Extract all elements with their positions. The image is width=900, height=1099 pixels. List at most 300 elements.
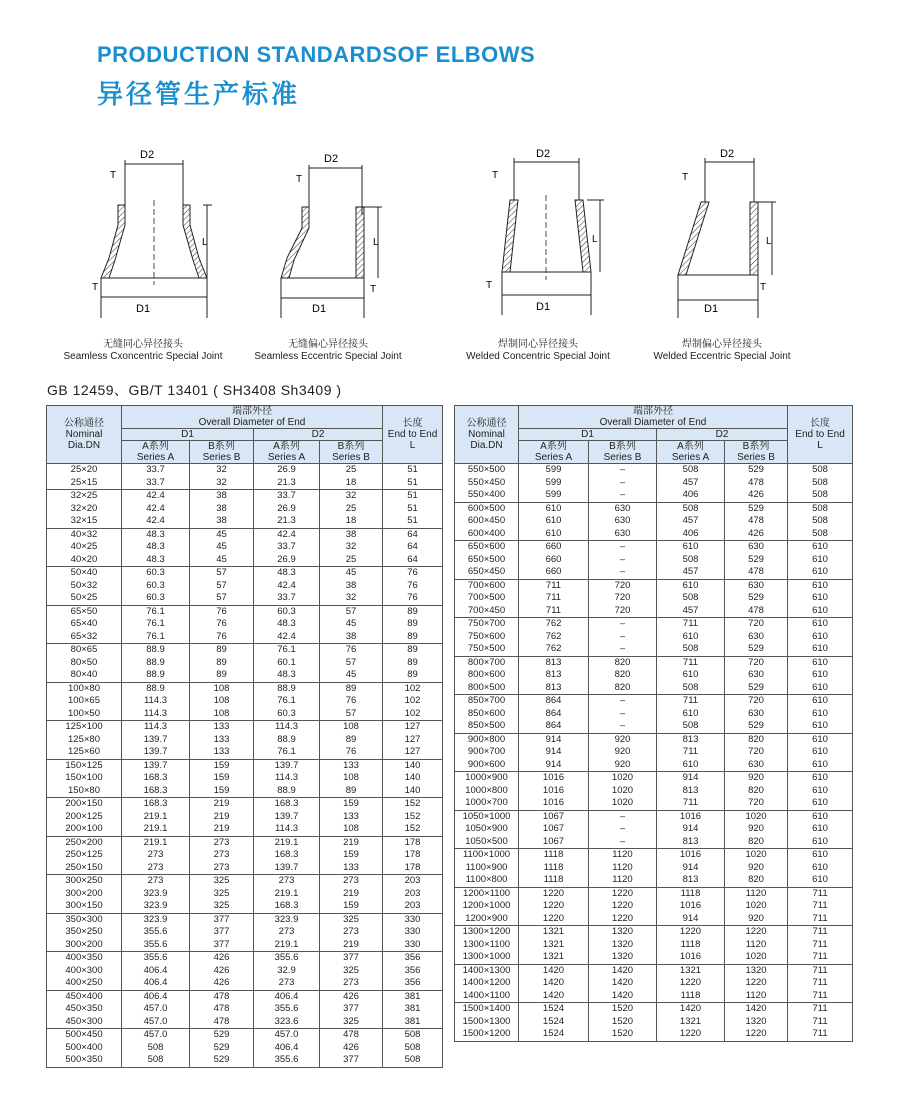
table-cell: 864 xyxy=(519,708,589,721)
table-row xyxy=(455,554,853,567)
table-row xyxy=(455,785,853,798)
table-cell: 65×50 xyxy=(47,605,122,618)
table-cell: 88.9 xyxy=(254,734,320,747)
table-cell: 152 xyxy=(383,823,443,836)
table-cell: 1220 xyxy=(519,913,589,926)
table-cell: 1220 xyxy=(589,913,657,926)
table-row xyxy=(455,515,853,528)
table-cell: 168.3 xyxy=(122,785,190,798)
table-cell: 51 xyxy=(383,490,443,503)
table-cell: 140 xyxy=(383,759,443,772)
table-cell: 88.9 xyxy=(122,657,190,670)
table-cell: 1524 xyxy=(519,1003,589,1016)
table-cell: 610 xyxy=(519,515,589,528)
table-cell: 114.3 xyxy=(122,708,190,721)
table-cell: 426 xyxy=(190,977,254,990)
table-cell: 219.1 xyxy=(254,836,320,849)
table-row xyxy=(47,695,443,708)
table-cell: 323.9 xyxy=(254,913,320,926)
table-row xyxy=(47,913,443,926)
table-cell: 457 xyxy=(657,515,725,528)
table-cell: 133 xyxy=(190,746,254,759)
table-cell: 88.9 xyxy=(254,785,320,798)
table-cell: 720 xyxy=(725,618,788,631)
table-cell: 38 xyxy=(190,490,254,503)
table-cell: 273 xyxy=(254,977,320,990)
table-cell: 330 xyxy=(383,939,443,952)
table-cell: 508 xyxy=(788,489,853,502)
table-cell: 711 xyxy=(657,618,725,631)
table-cell: 820 xyxy=(589,669,657,682)
table-row xyxy=(455,874,853,887)
table-cell: 457.0 xyxy=(122,1003,190,1016)
table-cell: 76 xyxy=(383,580,443,593)
table-row xyxy=(455,939,853,952)
table-cell: 800×700 xyxy=(455,656,519,669)
table-cell: 1520 xyxy=(589,1028,657,1041)
table-cell: 152 xyxy=(383,798,443,811)
table-cell: 76 xyxy=(190,631,254,644)
table-cell: 114.3 xyxy=(254,721,320,734)
table-cell: 529 xyxy=(725,464,788,477)
table-cell: 850×500 xyxy=(455,720,519,733)
table-cell: 140 xyxy=(383,772,443,785)
table-cell: 610 xyxy=(788,823,853,836)
table-cell: 508 xyxy=(788,528,853,541)
table-cell: 920 xyxy=(589,759,657,772)
table-cell: 720 xyxy=(725,797,788,810)
table-cell: 610 xyxy=(788,836,853,849)
table-cell: 711 xyxy=(788,977,853,990)
table-row xyxy=(47,939,443,952)
table-cell: 711 xyxy=(788,939,853,952)
table-cell: 139.7 xyxy=(122,746,190,759)
table-cell: 529 xyxy=(725,502,788,515)
table-cell: 377 xyxy=(320,952,383,965)
table-cell: 610 xyxy=(788,566,853,579)
table-row xyxy=(47,682,443,695)
table-cell: 610 xyxy=(788,785,853,798)
svg-text:L: L xyxy=(592,234,598,245)
table-cell: 203 xyxy=(383,875,443,888)
svg-text:T: T xyxy=(486,280,493,291)
table-row xyxy=(455,1016,853,1029)
table-cell: 820 xyxy=(725,733,788,746)
table-cell: 1016 xyxy=(657,849,725,862)
table-cell: 50×40 xyxy=(47,567,122,580)
table-cell: 1120 xyxy=(589,874,657,887)
table-cell: – xyxy=(589,643,657,656)
table-row xyxy=(47,836,443,849)
table-cell: – xyxy=(589,823,657,836)
table-cell: 426 xyxy=(725,528,788,541)
table-cell: 60.3 xyxy=(122,592,190,605)
table-cell: 1120 xyxy=(725,887,788,900)
table-cell: 273 xyxy=(190,862,254,875)
table-cell: 508 xyxy=(383,1042,443,1055)
table-cell: – xyxy=(589,810,657,823)
left-spec-table xyxy=(46,405,443,1068)
welded-concentric-diagram xyxy=(484,140,614,325)
table-cell: 750×700 xyxy=(455,618,519,631)
table-row xyxy=(47,798,443,811)
table-cell: 381 xyxy=(383,1016,443,1029)
table-cell: 18 xyxy=(320,515,383,528)
l-label: L xyxy=(202,237,208,248)
table-cell: 57 xyxy=(320,657,383,670)
table-cell: 355.6 xyxy=(254,952,320,965)
table-row xyxy=(455,862,853,875)
table-cell: 1500×1400 xyxy=(455,1003,519,1016)
table-row xyxy=(47,1003,443,1016)
table-cell: 133 xyxy=(320,811,383,824)
table-cell: 914 xyxy=(657,862,725,875)
table-cell: 200×125 xyxy=(47,811,122,824)
table-row xyxy=(47,528,443,541)
table-cell: 500×350 xyxy=(47,1054,122,1067)
table-row xyxy=(47,477,443,490)
table-cell: 273 xyxy=(122,849,190,862)
table-row xyxy=(455,759,853,772)
table-cell: 26.9 xyxy=(254,464,320,477)
seamless-concentric-diagram xyxy=(88,140,218,325)
table-row xyxy=(455,708,853,721)
table-cell: 920 xyxy=(725,862,788,875)
table-cell: 630 xyxy=(589,515,657,528)
table-row xyxy=(455,797,853,810)
table-cell: 610 xyxy=(788,759,853,772)
table-cell: 108 xyxy=(190,695,254,708)
table-row xyxy=(47,490,443,503)
table-cell: 711 xyxy=(519,605,589,618)
table-cell: 630 xyxy=(589,502,657,515)
table-cell: 720 xyxy=(725,695,788,708)
table-cell: 478 xyxy=(725,605,788,618)
table-cell: 76 xyxy=(320,695,383,708)
table-cell: 508 xyxy=(788,477,853,490)
table-cell: 325 xyxy=(190,875,254,888)
table-cell: 42.4 xyxy=(122,515,190,528)
table-cell: 457 xyxy=(657,477,725,490)
table-cell: 711 xyxy=(519,579,589,592)
table-cell: 914 xyxy=(657,772,725,785)
table-cell: 323.9 xyxy=(122,913,190,926)
table-cell: 457 xyxy=(657,566,725,579)
table-cell: 711 xyxy=(788,1016,853,1029)
table-cell: 32×25 xyxy=(47,490,122,503)
table-cell: 610 xyxy=(788,631,853,644)
table-cell: 114.3 xyxy=(122,721,190,734)
table-cell: 813 xyxy=(657,874,725,887)
table-cell: 426 xyxy=(725,489,788,502)
table-row xyxy=(47,1054,443,1067)
table-cell: 610 xyxy=(657,759,725,772)
welded-eccentric-diagram xyxy=(672,140,802,325)
table-cell: 1420 xyxy=(725,1003,788,1016)
table-cell: 1118 xyxy=(519,849,589,862)
table-cell: 426 xyxy=(190,952,254,965)
table-cell: 400×350 xyxy=(47,952,122,965)
table-cell: 325 xyxy=(320,913,383,926)
t-label: T xyxy=(92,282,99,293)
table-cell: 26.9 xyxy=(254,503,320,516)
table-cell: 610 xyxy=(788,605,853,618)
table-row xyxy=(455,464,853,477)
table-cell: – xyxy=(589,489,657,502)
table-cell: 300×250 xyxy=(47,875,122,888)
table-cell: 323.6 xyxy=(254,1016,320,1029)
table-cell: 33.7 xyxy=(122,477,190,490)
table-row xyxy=(455,528,853,541)
table-cell: 150×125 xyxy=(47,759,122,772)
table-cell: 1321 xyxy=(657,964,725,977)
table-cell: 300×150 xyxy=(47,900,122,913)
table-cell: 610 xyxy=(788,682,853,695)
table-row xyxy=(455,926,853,939)
table-cell: 500×400 xyxy=(47,1042,122,1055)
table-cell: 529 xyxy=(725,643,788,656)
table-cell: 42.4 xyxy=(254,580,320,593)
table-cell: – xyxy=(589,464,657,477)
table-cell: 1320 xyxy=(725,964,788,977)
table-cell: 610 xyxy=(788,772,853,785)
table-cell: 1420 xyxy=(589,977,657,990)
table-row xyxy=(455,913,853,926)
table-cell: 45 xyxy=(190,554,254,567)
table-cell: 813 xyxy=(657,733,725,746)
table-cell: 610 xyxy=(519,502,589,515)
table-cell: 711 xyxy=(788,964,853,977)
table-cell: 76 xyxy=(190,618,254,631)
table-cell: 356 xyxy=(383,977,443,990)
table-cell: 40×20 xyxy=(47,554,122,567)
table-cell: 355.6 xyxy=(122,939,190,952)
table-cell: 610 xyxy=(788,579,853,592)
d2-label: D2 xyxy=(140,149,155,161)
table-row xyxy=(455,566,853,579)
table-cell: – xyxy=(589,541,657,554)
table-cell: 1220 xyxy=(725,926,788,939)
table-cell: 133 xyxy=(320,759,383,772)
table-cell: 500×450 xyxy=(47,1029,122,1042)
caption-seamless-eccentric: 无缝偏心异径接头 Seamless Eccentric Special Joint xyxy=(254,339,402,362)
table-row xyxy=(47,464,443,477)
table-cell: 1220 xyxy=(657,977,725,990)
table-cell: 900×800 xyxy=(455,733,519,746)
table-cell: 219 xyxy=(320,836,383,849)
table-cell: 700×500 xyxy=(455,592,519,605)
table-cell: 323.9 xyxy=(122,900,190,913)
table-cell: 478 xyxy=(725,477,788,490)
table-cell: 152 xyxy=(383,811,443,824)
table-cell: 1020 xyxy=(725,900,788,913)
table-cell: 355.6 xyxy=(254,1003,320,1016)
table-cell: 114.3 xyxy=(254,823,320,836)
table-cell: 1300×1200 xyxy=(455,926,519,939)
table-cell: 38 xyxy=(190,515,254,528)
table-cell: 114.3 xyxy=(254,772,320,785)
table-cell: 478 xyxy=(190,1003,254,1016)
table-cell: 32×20 xyxy=(47,503,122,516)
table-cell: 711 xyxy=(788,887,853,900)
table-cell: 33.7 xyxy=(254,541,320,554)
table-cell: 1500×1200 xyxy=(455,1028,519,1041)
table-row xyxy=(47,888,443,901)
table-cell: 45 xyxy=(320,618,383,631)
table-cell: 48.3 xyxy=(122,541,190,554)
table-cell: 1050×900 xyxy=(455,823,519,836)
table-cell: 750×500 xyxy=(455,643,519,656)
table-cell: 377 xyxy=(190,913,254,926)
table-cell: 108 xyxy=(190,708,254,721)
table-cell: 610 xyxy=(788,733,853,746)
table-cell: 508 xyxy=(657,720,725,733)
table-cell: 76.1 xyxy=(254,746,320,759)
table-cell: 51 xyxy=(383,477,443,490)
table-row xyxy=(47,657,443,670)
table-cell: 350×250 xyxy=(47,926,122,939)
table-cell: 700×450 xyxy=(455,605,519,618)
table-cell: 1118 xyxy=(657,887,725,900)
table-cell: – xyxy=(589,631,657,644)
table-cell: 150×80 xyxy=(47,785,122,798)
t-label: T xyxy=(110,170,117,181)
table-cell: 102 xyxy=(383,682,443,695)
table-cell: 650×500 xyxy=(455,554,519,567)
table-cell: 700×600 xyxy=(455,579,519,592)
table-cell: 139.7 xyxy=(254,811,320,824)
table-cell: 178 xyxy=(383,849,443,862)
table-cell: 89 xyxy=(383,618,443,631)
table-cell: 610 xyxy=(788,797,853,810)
table-row xyxy=(47,721,443,734)
table-cell: 127 xyxy=(383,746,443,759)
table-row xyxy=(47,900,443,913)
table-cell: 1420 xyxy=(519,990,589,1003)
table-row xyxy=(47,746,443,759)
table-cell: 1016 xyxy=(519,797,589,810)
table-cell: 33.7 xyxy=(254,592,320,605)
table-cell: 133 xyxy=(190,734,254,747)
table-cell: 21.3 xyxy=(254,515,320,528)
table-cell: 630 xyxy=(725,541,788,554)
table-cell: 88.9 xyxy=(122,644,190,657)
table-cell: 630 xyxy=(725,579,788,592)
table-cell: 42.4 xyxy=(122,490,190,503)
table-row xyxy=(455,477,853,490)
table-cell: 38 xyxy=(320,528,383,541)
table-cell: 76 xyxy=(190,605,254,618)
table-cell: 64 xyxy=(383,528,443,541)
table-cell: 1016 xyxy=(519,785,589,798)
table-cell: 600×400 xyxy=(455,528,519,541)
table-row xyxy=(455,605,853,618)
table-cell: 478 xyxy=(725,515,788,528)
table-row xyxy=(47,580,443,593)
table-cell: 720 xyxy=(725,746,788,759)
table-cell: 273 xyxy=(190,836,254,849)
table-cell: 1320 xyxy=(589,926,657,939)
table-row xyxy=(455,489,853,502)
table-cell: 813 xyxy=(519,669,589,682)
table-cell: 50×32 xyxy=(47,580,122,593)
table-row xyxy=(455,823,853,836)
table-row xyxy=(455,900,853,913)
table-cell: 38 xyxy=(190,503,254,516)
table-cell: 76.1 xyxy=(122,618,190,631)
table-cell: 219.1 xyxy=(254,939,320,952)
table-cell: 711 xyxy=(788,990,853,1003)
table-cell: 76 xyxy=(320,644,383,657)
table-cell: 1016 xyxy=(657,900,725,913)
table-cell: 40×25 xyxy=(47,541,122,554)
table-cell: 599 xyxy=(519,464,589,477)
table-cell: 914 xyxy=(519,759,589,772)
table-cell: 250×200 xyxy=(47,836,122,849)
table-cell: 1420 xyxy=(657,1003,725,1016)
table-row xyxy=(47,965,443,978)
table-cell: 273 xyxy=(320,977,383,990)
table-cell: 1500×1300 xyxy=(455,1016,519,1029)
table-cell: 21.3 xyxy=(254,477,320,490)
table-cell: 920 xyxy=(589,746,657,759)
table-cell: 377 xyxy=(190,926,254,939)
table-cell: 168.3 xyxy=(254,900,320,913)
table-row xyxy=(455,720,853,733)
table-cell: 139.7 xyxy=(254,759,320,772)
table-cell: 711 xyxy=(788,1028,853,1041)
table-cell: 529 xyxy=(725,554,788,567)
table-cell: 1300×1100 xyxy=(455,939,519,952)
table-cell: 508 xyxy=(122,1042,190,1055)
table-cell: 508 xyxy=(788,515,853,528)
svg-text:D2: D2 xyxy=(536,148,551,160)
table-cell: 219 xyxy=(190,798,254,811)
table-cell: 1100×800 xyxy=(455,874,519,887)
table-cell: 711 xyxy=(657,695,725,708)
table-cell: 610 xyxy=(519,528,589,541)
table-row xyxy=(455,849,853,862)
table-cell: 48.3 xyxy=(122,554,190,567)
table-cell: 920 xyxy=(725,772,788,785)
table-cell: 426 xyxy=(320,990,383,1003)
table-cell: 102 xyxy=(383,708,443,721)
table-cell: 1220 xyxy=(589,900,657,913)
table-cell: 1520 xyxy=(589,1016,657,1029)
table-cell: 219 xyxy=(320,888,383,901)
table-cell: 25 xyxy=(320,554,383,567)
table-cell: 610 xyxy=(788,746,853,759)
table-cell: 820 xyxy=(589,682,657,695)
table-cell: 323.9 xyxy=(122,888,190,901)
table-cell: 48.3 xyxy=(122,528,190,541)
table-cell: 89 xyxy=(383,631,443,644)
table-cell: 508 xyxy=(657,554,725,567)
table-cell: 33.7 xyxy=(254,490,320,503)
table-cell: 89 xyxy=(383,657,443,670)
table-cell: 273 xyxy=(122,862,190,875)
table-cell: 219.1 xyxy=(122,823,190,836)
table-row xyxy=(47,618,443,631)
table-cell: 450×300 xyxy=(47,1016,122,1029)
table-cell: 630 xyxy=(725,631,788,644)
table-cell: 88.9 xyxy=(254,682,320,695)
table-cell: 140 xyxy=(383,785,443,798)
table-row xyxy=(47,952,443,965)
table-cell: 108 xyxy=(320,823,383,836)
table-cell: 57 xyxy=(320,708,383,721)
table-row xyxy=(47,849,443,862)
